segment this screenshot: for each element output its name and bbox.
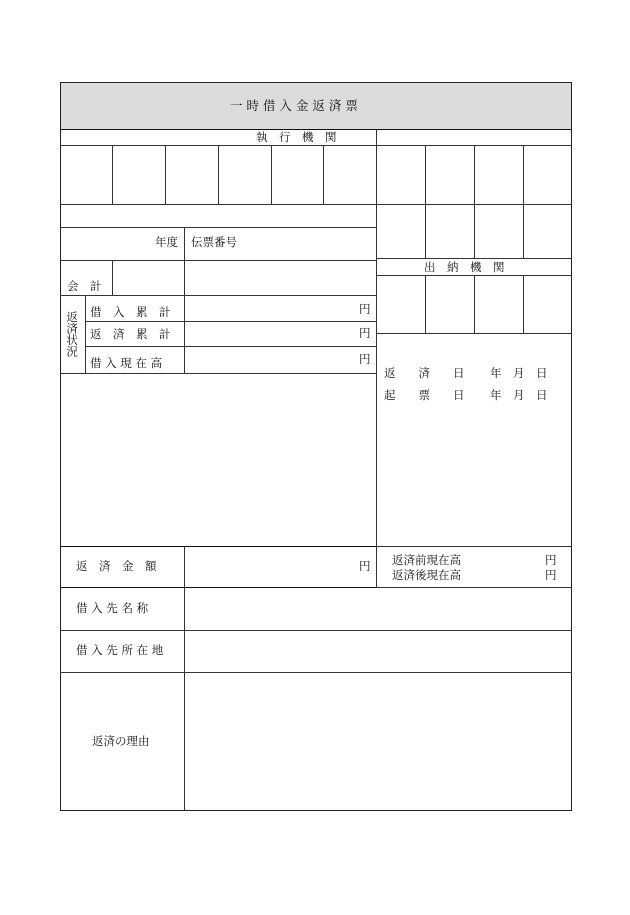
lender-name-bottom-line: [60, 630, 572, 631]
status-label-divider: [85, 295, 86, 373]
amount-row-top-line-right: [376, 546, 572, 547]
account-divider-2: [184, 260, 185, 373]
status-row1-line: [85, 321, 376, 322]
lender-address-label: 借 入 先 所 在 地: [76, 643, 164, 657]
year-row-bottom-line: [60, 260, 376, 261]
form-frame: [60, 82, 572, 811]
execution-agency-header: 執 行 機 関: [256, 130, 337, 144]
form-title: 一 時 借 入 金 返 済 票: [230, 98, 358, 113]
status-bottom-line: [60, 373, 376, 374]
account-row-bottom-line: [60, 295, 376, 296]
stamp-divider-4: [271, 145, 272, 204]
year-voucher-divider: [184, 227, 185, 260]
lender-name-label: 借 入 先 名 称: [76, 601, 149, 615]
borrowing-total-label: 借 入 累 計: [90, 305, 171, 319]
status-row2-line: [85, 346, 376, 347]
balance-after-label: 返済後現在高: [392, 568, 461, 582]
year-row-top-line: [60, 227, 376, 228]
account-label: 会 計: [67, 279, 102, 293]
borrowing-balance-label: 借 入 現 在 高: [90, 356, 163, 370]
main-column-divider: [376, 129, 377, 587]
right-stamp-bottom-line: [376, 258, 572, 259]
stamp-divider-5: [323, 145, 324, 204]
repayment-total-yen: 円: [359, 326, 371, 340]
stamp-divider-1: [112, 145, 113, 204]
fiscal-year-label: 年度: [155, 235, 178, 249]
voucher-number-label: 伝票番号: [191, 235, 237, 249]
amount-row-bottom-line-left: [60, 587, 376, 588]
lender-address-bottom-line: [60, 672, 572, 673]
issue-date-label: 起 票 日: [384, 388, 465, 402]
repayment-date-label: 返 済 日: [384, 366, 465, 380]
right-stamp-divider-3: [523, 145, 524, 258]
disb-stamp-divider-3: [523, 275, 524, 333]
repayment-total-label: 返 済 累 計: [90, 327, 171, 341]
account-divider-1: [112, 260, 113, 295]
stamp-row-bottom-line: [60, 204, 572, 205]
borrowing-balance-yen: 円: [359, 352, 371, 366]
stamp-divider-2: [165, 145, 166, 204]
exec-header-line: [60, 145, 572, 146]
amount-row-bottom-line-right: [376, 587, 572, 588]
disb-stamp-divider-1: [425, 275, 426, 333]
repayment-amount-yen: 円: [359, 559, 371, 573]
borrowing-total-yen: 円: [359, 302, 371, 316]
stamp-divider-3: [218, 145, 219, 204]
repayment-amount-label: 返 済 金 額: [76, 559, 157, 573]
balance-after-yen: 円: [545, 568, 557, 582]
disb-stamp-bottom-line: [376, 333, 572, 334]
issue-date-ymd: 年 月 日: [490, 388, 548, 402]
balance-before-yen: 円: [545, 553, 557, 567]
right-stamp-divider-1: [425, 145, 426, 258]
disbursement-agency-header: 出 納 機 関: [424, 260, 505, 274]
right-stamp-divider-2: [474, 145, 475, 258]
disb-stamp-divider-2: [474, 275, 475, 333]
amount-label-divider: [184, 546, 185, 810]
repayment-status-label: 返済状況: [65, 311, 80, 357]
repayment-date-ymd: 年 月 日: [490, 366, 548, 380]
balance-before-label: 返済前現在高: [392, 553, 461, 567]
repayment-reason-label: 返済の理由: [92, 734, 150, 748]
amount-row-top-line-left: [60, 546, 376, 547]
